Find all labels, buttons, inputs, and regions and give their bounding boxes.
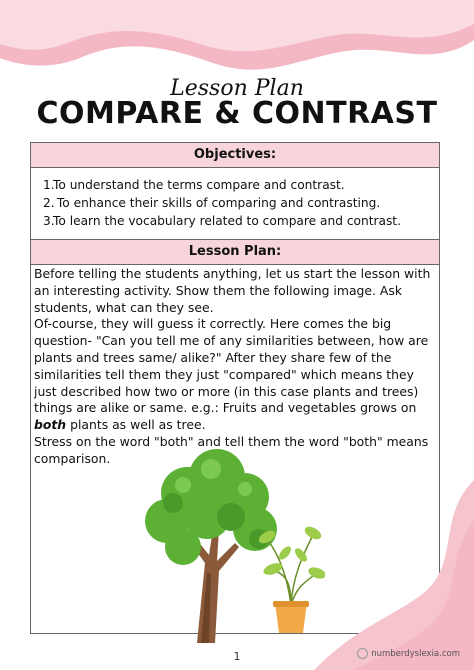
lesson-paragraph-3: Stress on the word "both" and tell them the word "both" means comparison. bbox=[34, 433, 429, 466]
lesson-paragraph-2: Of-course, they will guess it correctly. Here comes the big question- "Can you tell me of any similarities between, how are plants and trees same/ alike?" After they share few of the similarities tell them they just "compared" which means they just described how two or more (in this case plants and trees) things are alike or same. e.g.: Fruits and vegetables grows on both plants as well as tree. bbox=[34, 316, 429, 433]
page-number: 1 bbox=[233, 650, 241, 663]
lesson-plan-heading: Lesson Plan: bbox=[31, 239, 439, 265]
objectives-list bbox=[43, 177, 433, 231]
objectives-heading: Objectives: bbox=[31, 143, 439, 168]
website-logo-icon bbox=[357, 648, 368, 659]
page-title: COMPARE & CONTRAST bbox=[36, 96, 438, 131]
lesson-paragraph-1: Before telling the students anything, let us start the lesson with an interesting activity. Show them the following image. Ask students, what can they see. bbox=[34, 266, 431, 315]
objective-item: 1.To understand the terms compare and contrast. bbox=[43, 178, 345, 192]
objective-item: 2. To enhance their skills of comparing and contrasting. bbox=[43, 196, 381, 210]
website-credit: numberdyslexia.com bbox=[357, 648, 460, 659]
lesson-body bbox=[34, 266, 436, 468]
objective-item: 3.To learn the vocabulary related to compare and contrast. bbox=[43, 214, 401, 228]
emphasis-both: both bbox=[34, 417, 67, 433]
lesson-plan-subtitle: Lesson Plan bbox=[170, 76, 304, 101]
bottom-wave-decoration bbox=[314, 480, 474, 670]
